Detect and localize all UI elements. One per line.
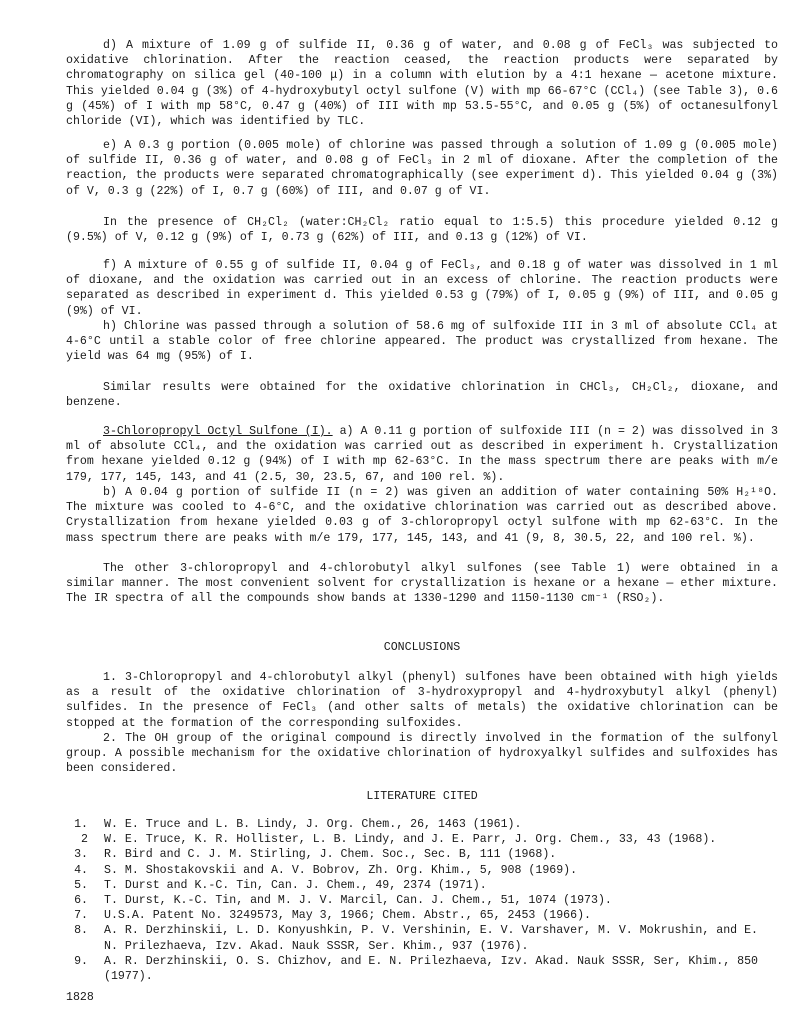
- experiment-d-paragraph: d) A mixture of 1.09 g of sulfide II, 0.36 g of water, and 0.08 g of FeCl₃ was subjected to oxidative chlorination. After the reaction ceased, the reaction products were separated by chromatography on silica gel (40-100 μ) in a column with elution by a 4:1 hexane — acetone mixture. This yielded 0.04 g (3%) of 4-hydroxybutyl octyl sulfone (V) with mp 66-67°C (CCl₄) (see Table 3), 0.6 g (45%) of I with mp 58°C, 0.47 g (40%) of III with mp 53.5-55°C, and 0.05 g (5%) of octanesulfonyl chloride (VI), which was identified by TLC.: [66, 39, 778, 129]
- reference-item: [66, 923, 778, 953]
- experiment-e-paragraph: e) A 0.3 g portion (0.005 mole) of chlorine was passed through a solution of 1.09 g (0.005 mole) of sulfide II, 0.36 g of water, and 0.08 g of FeCl₃ in 2 ml of dioxane. After the completion of the reaction, the products were separated chromatographically (see experiment d). This yielded 0.04 g (3%) of V, 0.3 g (22%) of I, 0.7 g (60%) of III, and 0.07 g of VI.: [66, 139, 778, 198]
- reference-text: W. E. Truce and L. B. Lindy, J. Org. Chem., 26, 1463 (1961).: [104, 818, 522, 831]
- reference-item: [66, 863, 778, 878]
- reference-number: 4.: [74, 863, 88, 877]
- reference-item: [66, 908, 778, 923]
- reference-number: 1.: [74, 818, 88, 831]
- conclusion-1: 1. 3-Chloropropyl and 4-chlorobutyl alkyl (phenyl) sulfones have been obtained with high yields as a result of the oxidative chlorination of 3-hydroxypropyl and 4-hydroxybutyl alkyl (phenyl) sulfides. In the presence of FeCl₃ (and other salts of metals) the oxidative chlorination can be stopped at the formation of the corresponding sulfoxides.: [66, 671, 778, 730]
- reference-text: W. E. Truce, K. R. Hollister, L. B. Lindy, and J. E. Parr, J. Org. Chem., 33, 43 (1968).: [104, 833, 717, 847]
- experiment-f-paragraph: f) A mixture of 0.55 g of sulfide II, 0.04 g of FeCl₃, and 0.18 g of water was dissolved in 1 ml of dioxane, and the oxidation was carried out in an excess of chlorine. The reaction products were separated as described in experiment d. This yielded 0.53 g (79%) of I, 0.05 g (9%) of III, and 0.05 g (9%) of VI.: [66, 259, 778, 318]
- reference-item: [66, 817, 778, 832]
- similar-results-paragraph: Similar results were obtained for the oxidative chlorination in CHCl₃, CH₂Cl₂, dioxane, and benzene.: [66, 381, 778, 410]
- reference-item: [66, 878, 778, 893]
- reference-text: R. Bird and C. J. M. Stirling, J. Chem. Soc., Sec. B, 111 (1968).: [104, 848, 557, 862]
- reference-text: A. R. Derzhinskii, O. S. Chizhov, and E. N. Prilezhaeva, Izv. Akad. Nauk SSSR, Ser, Khim., 850 (1977).: [104, 954, 758, 984]
- literature-heading: LITERATURE CITED: [366, 790, 478, 803]
- reference-list: [66, 817, 778, 984]
- conclusions-heading: CONCLUSIONS: [383, 641, 461, 654]
- reference-number: 5.: [74, 878, 88, 892]
- conclusion-2: 2. The OH group of the original compound is directly involved in the formation of the sulfonyl group. A possible mechanism for the oxidative chlorination of hydroxyalkyl sulfides and sulfoxides has been considered.: [66, 732, 778, 776]
- reference-number: 2: [81, 833, 88, 847]
- reference-text: S. M. Shostakovskii and A. V. Bobrov, Zh. Org. Khim., 5, 908 (1969).: [104, 863, 578, 877]
- ch2cl2-paragraph: In the presence of CH₂Cl₂ (water:CH₂Cl₂ ratio equal to 1:5.5) this procedure yielded 0.12 g (9.5%) of V, 0.12 g (9%) of I, 0.73 g (62%) of III, and 0.13 g (12%) of VI.: [66, 216, 778, 245]
- experiment-b-paragraph: b) A 0.04 g portion of sulfide II (n = 2) was given an addition of water containing 50% H₂¹⁸O. The mixture was cooled to 4-6°C, and the oxidative chlorination was carried out as described above. Crystallization from hexane yielded 0.03 g of 3-chloropropyl octyl sulfone with mp 62-63°C. In the mass spectrum there are peaks with m/e 179, 177, 145, 143, and 41 (9, 8, 30.5, 22, and 100 rel. %).: [66, 486, 778, 545]
- reference-item: [66, 954, 778, 984]
- reference-number: 3.: [74, 848, 88, 862]
- experiment-h-paragraph: h) Chlorine was passed through a solution of 58.6 mg of sulfoxide III in 3 ml of absolute CCl₄ at 4-6°C until a stable color of free chlorine appeared. The product was crystallized from hexane. The yield was 64 mg (95%) of I.: [66, 320, 778, 364]
- compound-i-title: 3-Chloropropyl Octyl Sulfone (I).: [103, 425, 333, 438]
- reference-item: [66, 893, 778, 908]
- reference-text: T. Durst and K.-C. Tin, Can. J. Chem., 49, 2374 (1971).: [104, 878, 487, 892]
- page-number: 1828: [66, 991, 94, 1004]
- reference-text: A. R. Derzhinskii, L. D. Konyushkin, P. V. Vershinin, E. V. Varshaver, M. V. Mokrushin, and E. N. Prilezhaeva, Izv. Akad. Nauk SSSR, Ser. Khim., 937 (1976).: [104, 924, 758, 953]
- reference-number: 7.: [74, 909, 88, 923]
- reference-item: [66, 847, 778, 862]
- reference-number: 6.: [74, 894, 88, 908]
- reference-text: U.S.A. Patent No. 3249573, May 3, 1966; Chem. Abstr., 65, 2453 (1966).: [104, 909, 592, 923]
- reference-item: [66, 832, 778, 847]
- other-sulfones-paragraph: The other 3-chloropropyl and 4-chlorobutyl alkyl sulfones (see Table 1) were obtained in a similar manner. The most convenient solvent for crystallization is hexane or a hexane — ether mixture. The IR spectra of all the compounds show bands at 1330-1290 and 1150-1130 cm⁻¹ (RSO₂).: [66, 562, 778, 606]
- reference-number: 8.: [74, 924, 88, 938]
- compound-i-text: a) A 0.11 g portion of sulfoxide III (n = 2) was dissolved in 3 ml of absolute CCl₄, and the oxidation was carried out as described in experiment h. Crystallization from hexane yielded 0.12 g (94%) of I with mp 62-63°C. In the mass spectrum there are peaks with m/e 179, 177, 145, 143, and 41 (2.5, 30, 23.5, 67, and 100 rel. %).: [66, 425, 779, 484]
- reference-text: T. Durst, K.-C. Tin, and M. J. V. Marcil, Can. J. Chem., 51, 1074 (1973).: [104, 894, 612, 908]
- compound-i-paragraph: [66, 424, 778, 485]
- reference-number: 9.: [74, 954, 88, 968]
